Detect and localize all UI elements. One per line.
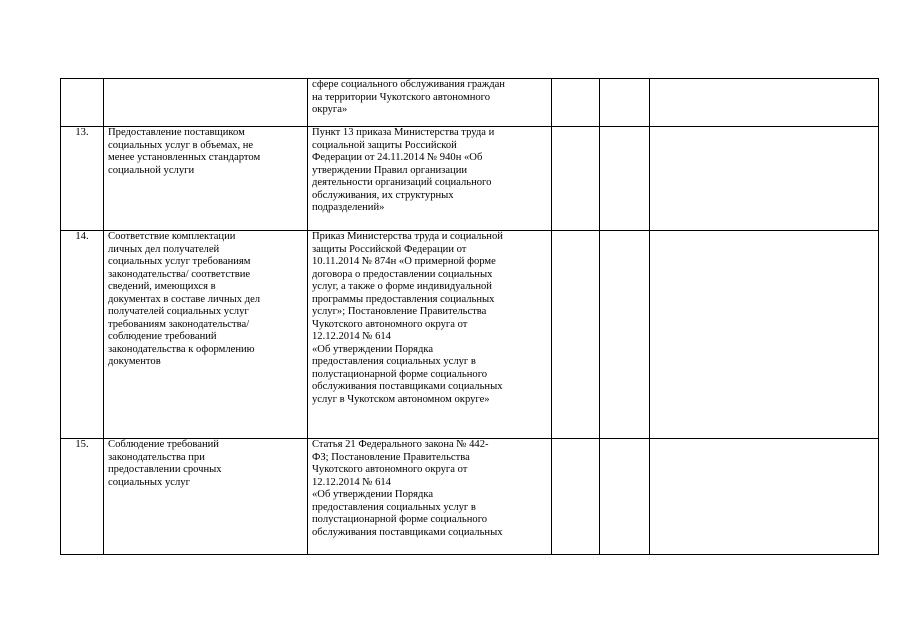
legal-basis-line: сфере социального обслуживания граждан [312,79,505,90]
row-number-cell: 15. [61,439,104,555]
legal-basis-line: договора о предоставлении социальных [312,268,493,280]
legal-basis-line: обслуживания поставщиками социальных [312,526,503,538]
requirement-line: сведений, имеющихся в [108,281,216,292]
requirement-line: личных дел получателей [108,243,220,255]
requirement-cell [104,127,308,231]
table-row [61,79,879,127]
legal-basis-line: деятельности организаций социального [312,177,492,188]
legal-basis-cell [308,439,552,555]
legal-basis-line: Приказ Министерства труда и социальной [312,231,503,242]
legal-basis-line: на территории Чукотского автономного [312,91,491,103]
requirement-line: документов [108,356,161,367]
requirement-cell [104,439,308,555]
legal-basis-line: 12.12.2014 № 614 [312,476,391,488]
requirement-line: законодательства/ соответствие [108,268,251,280]
legal-basis-line: программы предоставления социальных [312,293,495,305]
legal-basis-line: услуг в Чукотском автономном округе» [312,393,490,405]
requirement-line: менее установленных стандартом [108,152,261,163]
legal-basis-line: услуг»; Постановление Правительства [312,306,487,317]
legal-basis-cell [308,231,552,439]
table-row [61,439,879,555]
legal-basis-line: Чукотского автономного округа от [312,318,468,330]
legal-basis-line: подразделений» [312,202,385,213]
legal-basis-line: защиты Российской Федерации от [312,243,467,255]
requirement-line: соблюдение требований [108,331,217,342]
legal-basis-line: предоставления социальных услуг в [312,501,476,513]
legal-basis-line: услуг, а также о форме индивидуальной [312,281,492,292]
legal-basis-line: полустационарной форме социального [312,514,488,525]
legal-basis-line: Пункт 13 приказа Министерства труда и [312,127,495,138]
inspection-checklist-table [60,78,879,555]
requirement-line: Соответствие комплектации [108,231,236,242]
answer-no-cell [600,127,650,231]
legal-basis-line: утверждении Правил организации [312,164,468,176]
requirement-cell [104,79,308,127]
legal-basis-line: Федерации от 24.11.2014 № 940н «Об [312,152,483,163]
answer-yes-cell [552,439,600,555]
note-cell [650,439,879,555]
answer-yes-cell [552,127,600,231]
note-cell [650,127,879,231]
legal-basis-line: «Об утверждении Порядка [312,343,434,355]
answer-yes-cell [552,79,600,127]
table-body [61,79,879,555]
legal-basis-cell [308,127,552,231]
requirement-line: получателей социальных услуг [108,306,249,317]
note-cell [650,79,879,127]
requirement-line: социальных услуг в объемах, не [108,139,254,151]
requirement-cell [104,231,308,439]
requirement-line: законодательства при [108,451,205,463]
legal-basis-line: Чукотского автономного округа от [312,464,468,475]
requirement-line: предоставлении срочных [108,464,222,475]
requirement-line: Предоставление поставщиком [108,127,245,138]
row-number-cell [61,79,104,127]
legal-basis-line: обслуживания, их структурных [312,189,454,201]
answer-no-cell [600,439,650,555]
answer-yes-cell [552,231,600,439]
legal-basis-line: 12.12.2014 № 614 [312,331,391,342]
legal-basis-line: ФЗ; Постановление Правительства [312,451,470,463]
requirement-line: документах в составе личных дел [108,293,261,305]
row-number-cell: 14. [61,231,104,439]
answer-no-cell [600,79,650,127]
note-cell [650,231,879,439]
legal-basis-line: социальной защиты Российской [312,139,457,151]
table-row [61,231,879,439]
requirement-line: социальных услуг [108,476,190,488]
legal-basis-line: 10.11.2014 № 874н «О примерной форме [312,256,496,267]
row-number-cell: 13. [61,127,104,231]
legal-basis-line: обслуживания поставщиками социальных [312,381,503,392]
requirement-line: законодательства к оформлению [108,343,255,355]
table-row [61,127,879,231]
legal-basis-line: предоставления социальных услуг в [312,356,476,367]
legal-basis-line: «Об утверждении Порядка [312,489,434,500]
legal-basis-line: округа» [312,104,348,115]
requirement-line: Соблюдение требований [108,439,219,450]
legal-basis-line: полустационарной форме социального [312,368,488,380]
requirement-line: социальных услуг требованиям [108,256,251,267]
requirement-line: требованиям законодательства/ [108,318,250,330]
legal-basis-cell [308,79,552,127]
requirement-line: социальной услуги [108,164,195,176]
legal-basis-line: Статья 21 Федерального закона № 442- [312,439,489,450]
answer-no-cell [600,231,650,439]
